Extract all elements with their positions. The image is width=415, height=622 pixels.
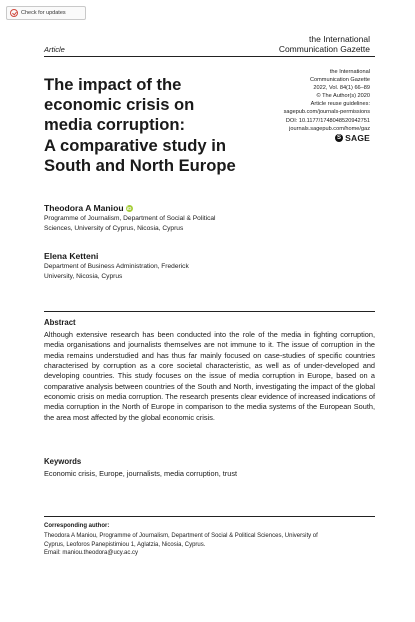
corresponding-line: Theodora A Maniou, Programme of Journalism, Department of Social & Political Sciences, University of [44,533,318,539]
publisher-logo [284,134,370,142]
author-affiliation [44,262,284,281]
title-line: South and North Europe [44,155,236,175]
journal-brand-line2: Communication Gazette [278,44,370,54]
title-line: A comparative study in [44,135,226,155]
check-for-updates-button[interactable] [6,6,86,20]
check-updates-label: Check for updates [21,10,66,16]
affiliation-line: Sciences, University of Cyprus, Nicosia, Cyprus [44,224,184,232]
publication-meta [284,68,370,142]
meta-line[interactable]: sagepub.com/journals-permissions [283,109,370,116]
meta-line: © The Author(s) 2020 [316,93,370,100]
meta-line: 2022, Vol. 84(1) 66–89 [313,85,370,92]
journal-brand-line1: the International [309,34,370,44]
meta-line: the International [329,69,370,75]
footnote-rule [44,516,375,517]
title-line: media corruption: [44,115,186,135]
meta-line[interactable]: journals.sagepub.com/home/gaz [289,125,370,132]
article-type-label: Article [44,45,65,54]
meta-line: Communication Gazette [309,77,370,84]
header-rule [44,56,375,57]
corresponding-author-heading: Corresponding author: [44,523,110,529]
author-affiliation [44,214,284,233]
affiliation-line: Programme of Journalism, Department of Social & Political [44,215,216,222]
abstract-rule [44,311,375,312]
corresponding-author-details [44,532,374,558]
affiliation-line: University, Nicosia, Cyprus [44,272,123,280]
abstract-heading: Abstract [44,318,76,327]
title-line: The impact of the [44,75,182,94]
author-name [44,251,98,261]
sage-logo-icon: S [337,134,342,141]
corresponding-line: Cyprus, Leoforos Panepistimiou 1, Aglatzia, Nicosia, Cyprus. [44,541,206,548]
abstract-text: Although extensive research has been conducted into the role of the media in fighting corruption, media organisations and journalists themselves are not immune to it. The issue of corruption in the media remains understudied and has thus far mainly focused on case-studies of specific countries characterised by corruption as a core societal characteristic, as well as of under-developed and developing countries. This study focuses on the issue of media corruption in Europe, based on a comparative analysis between countries of the South and North, investigating the impact of the global economic crisis on media corruption. The research presents clear evidence of increased indications of media corruption in the North of Europe in comparison to the media systems of the European South, the area most affected by the global economic crisis. [44,330,375,422]
article-title [44,75,254,176]
corresponding-email[interactable]: Email: maniou.theodora@ucy.ac.cy [44,550,139,557]
keywords-text: Economic crisis, Europe, journalists, media corruption, trust [44,469,238,478]
journal-brand [279,34,370,54]
keywords-heading: Keywords [44,457,82,466]
author-name [44,203,133,213]
orcid-icon[interactable]: iD [126,206,132,211]
author-name-text: Theodora A Maniou [44,203,124,213]
author-name-text: Elena Ketteni [44,251,99,261]
check-updates-icon [10,9,18,17]
affiliation-line: Department of Business Administration, Frederick [44,263,189,270]
meta-line: Article reuse guidelines: [310,101,370,108]
title-line: economic crisis on [44,95,195,115]
publisher-name: SAGE [345,132,370,143]
doi-line[interactable]: DOI: 10.1177/1748048520942751 [285,117,370,124]
